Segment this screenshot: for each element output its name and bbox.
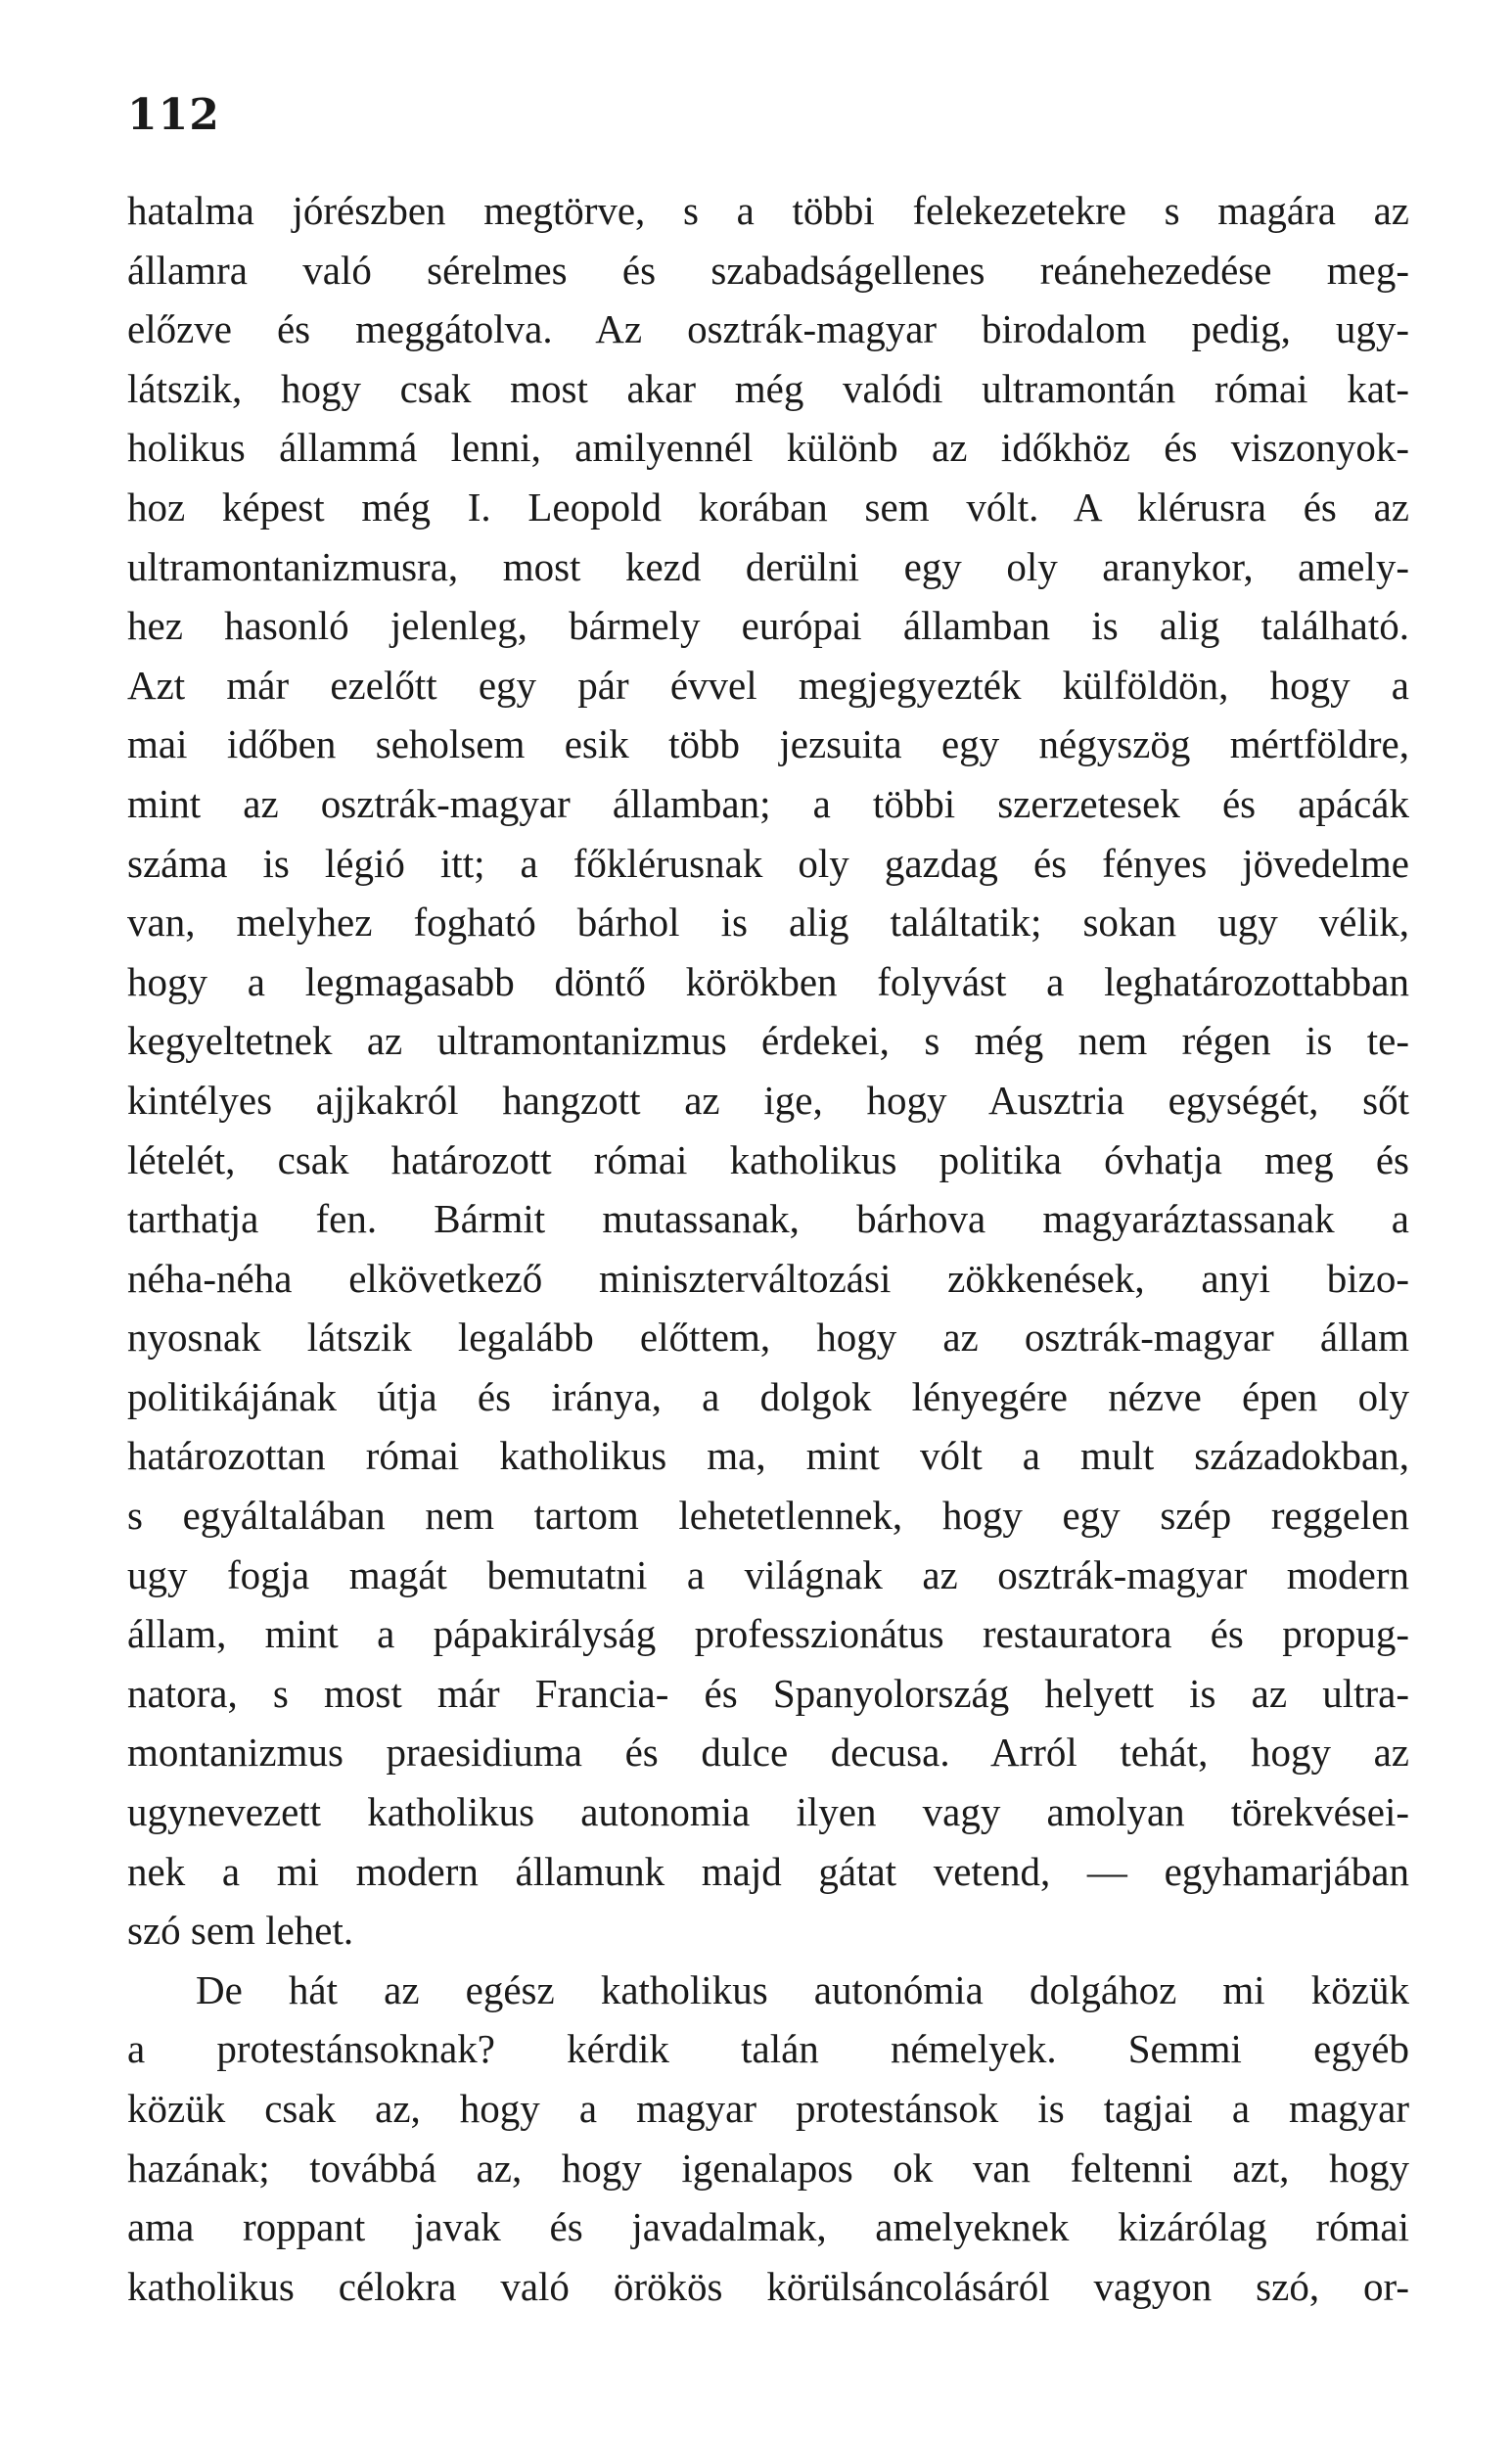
text-line: közük csak az, hogy a magyar protestánsok is tagjai a magyar — [127, 2086, 1409, 2131]
text-line: kintélyes ajjkakról hangzott az ige, hogy Ausztria egységét, sőt — [127, 1077, 1409, 1123]
text-line: a protestánsoknak? kérdik talán némelyek. Semmi egyéb — [127, 2026, 1409, 2072]
text-line: holikus állammá lenni, amilyennél különb az időkhöz és viszonyok- — [127, 425, 1409, 471]
text-line: nyosnak látszik legalább előttem, hogy az osztrák-magyar állam — [127, 1315, 1409, 1361]
text-line: montanizmus praesidiuma és dulce decusa. Arról tehát, hogy az — [127, 1730, 1409, 1776]
text-line: De hát az egész katholikus autonómia dolgához mi közük — [196, 1966, 1409, 2012]
text-line: ultramontanizmusra, most kezd derülni egy oly aranykor, amely- — [127, 543, 1409, 589]
body-text — [127, 181, 1409, 2316]
text-line: tarthatja fen. Bármit mutassanak, bárhova magyaráztassanak a — [127, 1196, 1409, 1242]
text-line: hoz képest még I. Leopold korában sem vólt. A klérusra és az — [127, 484, 1409, 530]
text-line: katholikus célokra való örökös körülsáncolásáról vagyon szó, or- — [127, 2263, 1409, 2309]
text-line: kegyeltetnek az ultramontanizmus érdekei, s még nem régen is te- — [127, 1018, 1409, 1064]
text-line: néha-néha elkövetkező miniszterváltozási zökkenések, anyi bizo- — [127, 1255, 1409, 1301]
text-line: s egyáltalában nem tartom lehetetlennek, hogy egy szép reggelen — [127, 1493, 1409, 1539]
text-line: látszik, hogy csak most akar még valódi ultramontán római kat- — [127, 365, 1409, 411]
text-line: hazának; továbbá az, hogy igenalapos ok van feltenni azt, hogy — [127, 2145, 1409, 2191]
text-line: szó sem lehet. — [127, 1908, 354, 1954]
text-line: mai időben seholsem esik több jezsuita egy négyszög mértföldre, — [127, 721, 1409, 767]
text-line: államra való sérelmes és szabadságellenes reánehezedése meg- — [127, 247, 1409, 293]
text-line: ugynevezett katholikus autonomia ilyen vagy amolyan törekvései- — [127, 1789, 1409, 1835]
text-line: ama roppant javak és javadalmak, amelyeknek kizárólag római — [127, 2204, 1409, 2250]
text-line: nek a mi modern államunk majd gátat vetend, — egyhamarjában — [127, 1848, 1409, 1894]
text-line: hez hasonló jelenleg, bármely európai államban is alig található. — [127, 603, 1409, 649]
text-line: állam, mint a pápakirályság professzionátus restauratora és propug- — [127, 1611, 1409, 1657]
text-line: lételét, csak határozott római katholikus politika óvhatja meg és — [127, 1136, 1409, 1182]
text-line: száma is légió itt; a főklérusnak oly gazdag és fényes jövedelme — [127, 840, 1409, 886]
text-line: politikájának útja és iránya, a dolgok lényegére nézve épen oly — [127, 1373, 1409, 1419]
text-line: mint az osztrák-magyar államban; a többi szerzetesek és apácák — [127, 780, 1409, 826]
text-line: hogy a legmagasabb döntő körökben folyvást a leghatározottabban — [127, 958, 1409, 1004]
text-line: határozottan római katholikus ma, mint vólt a mult századokban, — [127, 1433, 1409, 1479]
text-line: van, melyhez fogható bárhol is alig találtatik; sokan ugy vélik, — [127, 900, 1409, 946]
text-line: Azt már ezelőtt egy pár évvel megjegyezték külföldön, hogy a — [127, 662, 1409, 708]
text-line: előzve és meggátolva. Az osztrák-magyar birodalom pedig, ugy- — [127, 306, 1409, 352]
page-number: 112 — [127, 90, 220, 140]
text-line: natora, s most már Francia- és Spanyolország helyett is az ultra- — [127, 1670, 1409, 1716]
text-line: ugy fogja magát bemutatni a világnak az osztrák-magyar modern — [127, 1551, 1409, 1597]
text-line: hatalma jórészben megtörve, s a többi felekezetekre s magára az — [127, 188, 1409, 233]
